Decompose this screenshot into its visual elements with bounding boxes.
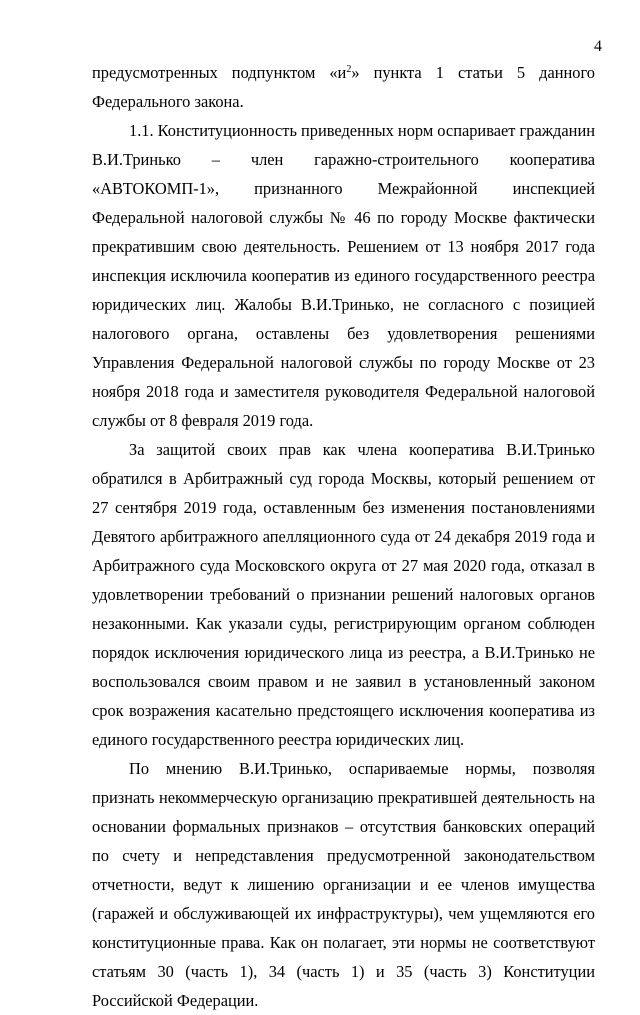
- paragraph-applicant-opinion: По мнению В.И.Тринько, оспариваемые нормы, позволяя признать некоммерческую организацию прекратившей деятельность на основании формальных признаков – отсутствия банковских операций по счету и непредставления предусмотренной законодательством отчетности, ведут к лишению организации и ее членов имущества (гаражей и обслуживающей их инфраструктуры), чем ущемляются его конституционные права. Как он полагает, эти нормы не соответствуют статьям 30 (часть 1), 34 (часть 1) и 35 (часть 3) Конституции Российской Федерации.: [92, 759, 595, 1010]
- paragraph-1-1: 1.1. Конституционность приведенных норм оспаривает гражданин В.И.Тринько – член гаражно-строительного кооператива «АВТОКОМП-1», признанного Межрайонной инспекцией Федеральной налоговой службы № 46 по городу Москве фактически прекратившим свою деятельность. Решением от 13 ноября 2017 года инспекция исключила кооператив из единого государственного реестра юридических лиц. Жалобы В.И.Тринько, не согласного с позицией налогового органа, оставлены без удовлетворения решениями Управления Федеральной налоговой службы по городу Москве от 23 ноября 2018 года и заместителя руководителя Федеральной налоговой службы от 8 февраля 2019 года.: [92, 121, 595, 430]
- paragraph-text-pre: предусмотренных подпунктом «и: [92, 63, 347, 82]
- document-body: [92, 58, 595, 1015]
- superscript: 2: [346, 64, 352, 75]
- paragraph-text-post: » пункта 1 статьи 5 данного Федерального закона.: [92, 63, 595, 111]
- page-number: 4: [594, 38, 602, 55]
- paragraph-court-appeal: За защитой своих прав как члена кооператива В.И.Тринько обратился в Арбитражный суд города Москвы, который решением от 27 сентября 2019 года, оставленным без изменения постановлениями Девятого арбитражного апелляционного суда от 24 декабря 2019 года и Арбитражного суда Московского округа от 27 мая 2020 года, отказал в удовлетворении требований о признании решений налоговых органов незаконными. Как указали суды, регистрирующим органом соблюден порядок исключения юридического лица из реестра, а В.И.Тринько не воспользовался своим правом и не заявил в установленный законом срок возражения касательно предстоящего исключения кооператива из единого государственного реестра юридических лиц.: [92, 440, 595, 749]
- paragraph-continuation: [92, 58, 595, 116]
